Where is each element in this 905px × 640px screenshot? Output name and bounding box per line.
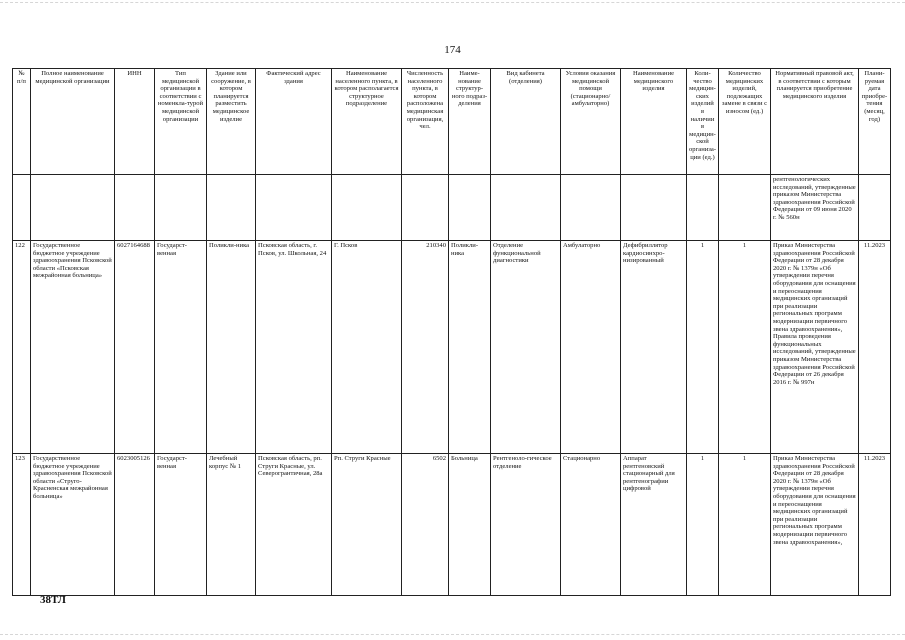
header-cell: ИНН [115, 69, 155, 175]
qty-replace-cell: 1 [719, 454, 771, 596]
conditions-cell: Стационарно [561, 454, 621, 596]
header-cell: Коли-чество медицин-ских изделий в наличии в медицин-ской организа-ции (ед.) [687, 69, 719, 175]
header-cell: Наименование населенного пункта, в котором располагается структурное подразделение [332, 69, 402, 175]
table-row [13, 454, 891, 596]
page-number: 174 [444, 44, 461, 56]
address-cell: Псковская область, рп. Струги Красные, ул. Северогрантичная, 28а [256, 454, 332, 596]
unit-cell: Поликли-ника [449, 241, 491, 454]
header-cell: Плани-руемая дата приобре-тения (месяц, год) [859, 69, 891, 175]
building-cell: Поликли-ника [207, 241, 256, 454]
medical-equipment-table [12, 68, 891, 596]
address-cell: Псковская область, г. Псков, ул. Школьная, 24 [256, 241, 332, 454]
header-cell: Полное наименование медицинской организации [31, 69, 115, 175]
qty-replace-cell: 1 [719, 241, 771, 454]
header-cell: Наиме-нование структур-ного подраз-деления [449, 69, 491, 175]
inn-cell: 6027164688 [115, 241, 155, 454]
scan-bottom-edge [0, 634, 905, 637]
locality-cell: Рп. Струги Красные [332, 454, 402, 596]
cabinet-cell: Рентгеноло-гическое отделение [491, 454, 561, 596]
header-cell: Здание или сооружение, в котором планируется разместить медицинское изделие [207, 69, 256, 175]
header-cell: Тип медицинской организации в соответствии с номенкла-турой медицинской организации [155, 69, 207, 175]
footer-code: 38ТЛ [40, 594, 66, 606]
date-cell: 11.2023 [859, 241, 891, 454]
header-cell: Вид кабинета (отделения) [491, 69, 561, 175]
table-row [13, 241, 891, 454]
header-cell: Количество медицинских изделий, подлежащих замене в связи с износом (ед.) [719, 69, 771, 175]
org-name-cell: Государственное бюджетное учреждение здравоохранения Псковской области «Струго-Красненская межрайонная больница» [31, 454, 115, 596]
unit-cell: Больница [449, 454, 491, 596]
qty-have-cell: 1 [687, 241, 719, 454]
date-cell: 11.2023 [859, 454, 891, 596]
header-cell: № п/п [13, 69, 31, 175]
qty-have-cell: 1 [687, 454, 719, 596]
header-cell: Фактический адрес здания [256, 69, 332, 175]
inn-cell: 6023005126 [115, 454, 155, 596]
cabinet-cell: Отделение функциональной диагностики [491, 241, 561, 454]
org-name-cell: Государственное бюджетное учреждение здравоохранения Псковской области «Псковская межрайонная больница» [31, 241, 115, 454]
header-cell: Численность населенного пункта, в котором расположена медицинская организация, чел. [402, 69, 449, 175]
locality-cell: Г. Псков [332, 241, 402, 454]
device-cell: Дефибриллятор кардиосинхро-низированный [621, 241, 687, 454]
conditions-cell: Амбулаторно [561, 241, 621, 454]
norm-cell: Приказ Министерства здравоохранения Российской Федерации от 28 декабря 2020 г. № 1379н «Об утверждении перечня оборудования для оснащения и переоснащения медицинских организаций при реализации региональных программ модернизации первичного звена здравоохранения», [771, 454, 859, 596]
population-cell: 6502 [402, 454, 449, 596]
header-row [13, 69, 891, 175]
org-type-cell: Государст-венная [155, 241, 207, 454]
scan-top-edge [0, 2, 905, 5]
norm-continuation-cell: рентгенологических исследований, утвержденные приказом Министерства здравоохранения Российской Федерации от 09 июня 2020 г. № 560н [771, 175, 859, 241]
row-number: 123 [13, 454, 31, 596]
continuation-row [13, 175, 891, 241]
header-cell: Условия оказания медицинской помощи (стационарно/ амбулаторно) [561, 69, 621, 175]
row-number: 122 [13, 241, 31, 454]
header-cell: Наименование медицинского изделия [621, 69, 687, 175]
header-cell: Нормативный правовой акт, в соответствии с которым планируется приобретение медицинского изделия [771, 69, 859, 175]
norm-cell: Приказ Министерства здравоохранения Российской Федерации от 28 декабря 2020 г. № 1379н «Об утверждении перечня оборудования для оснащения и переоснащения медицинских организаций при реализации региональных программ модернизации первичного звена здравоохранения», Правила проведения функциональных исследований, утвержденные приказом Министерства здравоохранения Российской Федерации от 26 декабря 2016 г. № 997н [771, 241, 859, 454]
org-type-cell: Государст-венная [155, 454, 207, 596]
building-cell: Лечебный корпус № 1 [207, 454, 256, 596]
device-cell: Аппарат рентгеновский стационарный для рентгенографии цифровой [621, 454, 687, 596]
population-cell: 210340 [402, 241, 449, 454]
